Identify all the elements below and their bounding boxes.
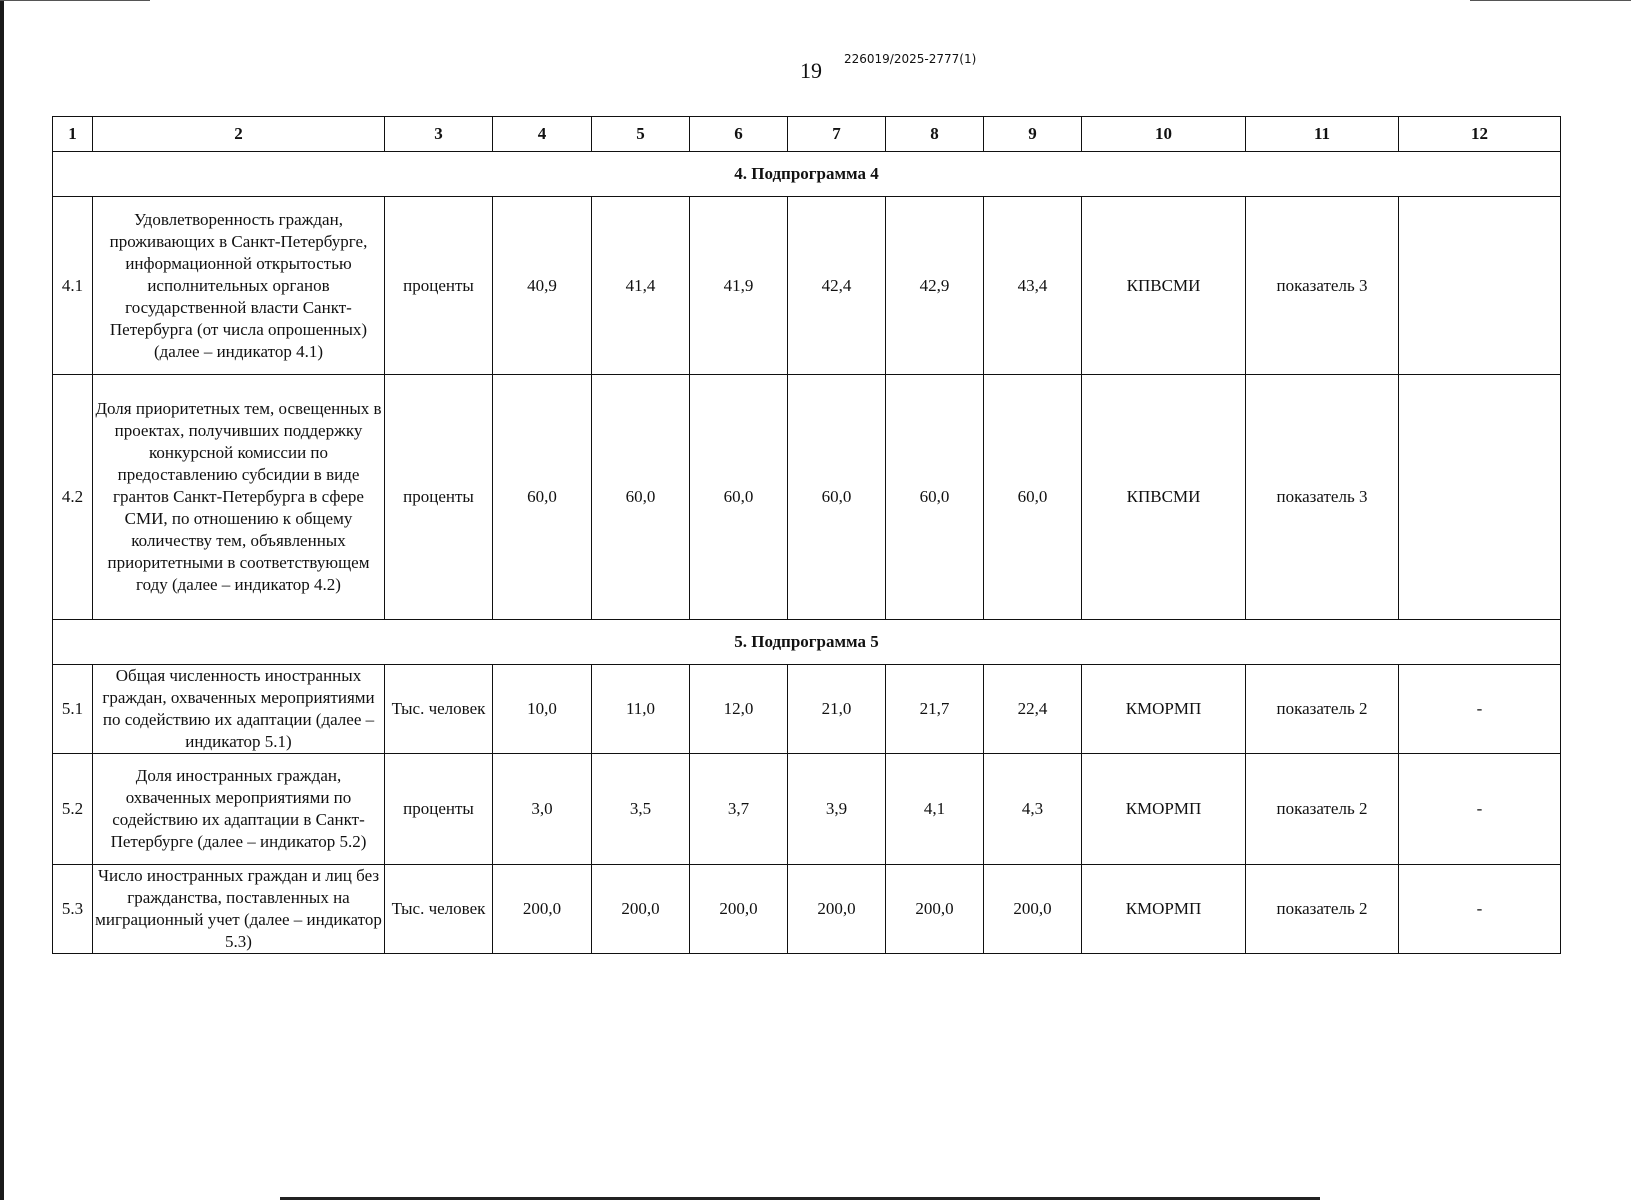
indicator-cell: показатель 3 [1246,197,1399,375]
value-cell: 3,5 [592,754,690,865]
column-header: 1 [53,117,93,152]
org-cell: КПВСМИ [1082,375,1246,620]
page-number: 19 [800,58,822,83]
value-cell: 3,7 [690,754,788,865]
indicator-name: Доля иностранных граждан, охваченных мероприятиями по содействию их адаптации в Санкт-Петербурге (далее – индикатор 5.2) [93,754,385,865]
scan-edge-top-right [1470,0,1631,1]
org-cell: КПВСМИ [1082,197,1246,375]
table-row [53,665,1561,754]
row-number: 5.1 [53,665,93,754]
org-cell: КМОРМП [1082,754,1246,865]
indicator-cell: показатель 2 [1246,865,1399,954]
indicator-cell: показатель 3 [1246,375,1399,620]
column-header: 10 [1082,117,1246,152]
scan-edge-top-left [0,0,150,1]
section-row [53,620,1561,665]
value-cell: 60,0 [690,375,788,620]
indicator-name: Число иностранных граждан и лиц без гражданства, поставленных на миграционный учет (далее – индикатор 5.3) [93,865,385,954]
row-number: 5.3 [53,865,93,954]
column-header: 5 [592,117,690,152]
indicator-cell: показатель 2 [1246,754,1399,865]
header-row [53,117,1561,152]
column-header: 12 [1399,117,1561,152]
value-cell: 200,0 [886,865,984,954]
value-cell: 60,0 [493,375,592,620]
value-cell: 43,4 [984,197,1082,375]
value-cell: 4,1 [886,754,984,865]
table-row [53,375,1561,620]
value-cell: 41,9 [690,197,788,375]
unit-cell: проценты [385,754,493,865]
value-cell: 200,0 [984,865,1082,954]
column-header: 2 [93,117,385,152]
unit-cell: Тыс. человек [385,865,493,954]
value-cell: 41,4 [592,197,690,375]
unit-cell: проценты [385,197,493,375]
value-cell: 40,9 [493,197,592,375]
value-cell: 4,3 [984,754,1082,865]
section-row [53,152,1561,197]
value-cell: 60,0 [788,375,886,620]
section-title: 5. Подпрограмма 5 [53,620,1561,665]
value-cell: 10,0 [493,665,592,754]
row-number: 4.1 [53,197,93,375]
column-header: 9 [984,117,1082,152]
value-cell: 3,9 [788,754,886,865]
value-cell: 42,9 [886,197,984,375]
note-cell [1399,375,1561,620]
org-cell: КМОРМП [1082,665,1246,754]
row-number: 4.2 [53,375,93,620]
value-cell: 200,0 [690,865,788,954]
column-header: 8 [886,117,984,152]
note-cell: - [1399,865,1561,954]
value-cell: 60,0 [592,375,690,620]
section-title: 4. Подпрограмма 4 [53,152,1561,197]
value-cell: 200,0 [493,865,592,954]
org-cell: КМОРМП [1082,865,1246,954]
column-header: 6 [690,117,788,152]
column-header: 7 [788,117,886,152]
value-cell: 42,4 [788,197,886,375]
table-row [53,197,1561,375]
column-header: 11 [1246,117,1399,152]
indicators-table [52,116,1561,954]
column-header: 4 [493,117,592,152]
value-cell: 200,0 [788,865,886,954]
value-cell: 21,0 [788,665,886,754]
value-cell: 12,0 [690,665,788,754]
table-row [53,754,1561,865]
unit-cell: проценты [385,375,493,620]
indicator-name: Удовлетворенность граждан, проживающих в Санкт-Петербурге, информационной открытостью исполнительных органов государственной власти Санкт-Петербурга (от числа опрошенных) (далее – индикатор 4.1) [93,197,385,375]
indicator-cell: показатель 2 [1246,665,1399,754]
value-cell: 60,0 [984,375,1082,620]
table-row [53,865,1561,954]
note-cell [1399,197,1561,375]
column-header: 3 [385,117,493,152]
value-cell: 200,0 [592,865,690,954]
unit-cell: Тыс. человек [385,665,493,754]
indicator-name: Общая численность иностранных граждан, охваченных мероприятиями по содействию их адаптации (далее – индикатор 5.1) [93,665,385,754]
scan-edge-left [0,0,4,1200]
note-cell: - [1399,754,1561,865]
indicator-name: Доля приоритетных тем, освещенных в проектах, получивших поддержку конкурсной комиссии по предоставлению субсидии в виде грантов Санкт-Петербурга в сфере СМИ, по отношению к общему количеству тем, объявленных приоритетными в соответствующем году (далее – индикатор 4.2) [93,375,385,620]
value-cell: 21,7 [886,665,984,754]
row-number: 5.2 [53,754,93,865]
value-cell: 11,0 [592,665,690,754]
value-cell: 60,0 [886,375,984,620]
note-cell: - [1399,665,1561,754]
value-cell: 22,4 [984,665,1082,754]
value-cell: 3,0 [493,754,592,865]
document-code: 226019/2025-2777(1) [844,52,977,66]
